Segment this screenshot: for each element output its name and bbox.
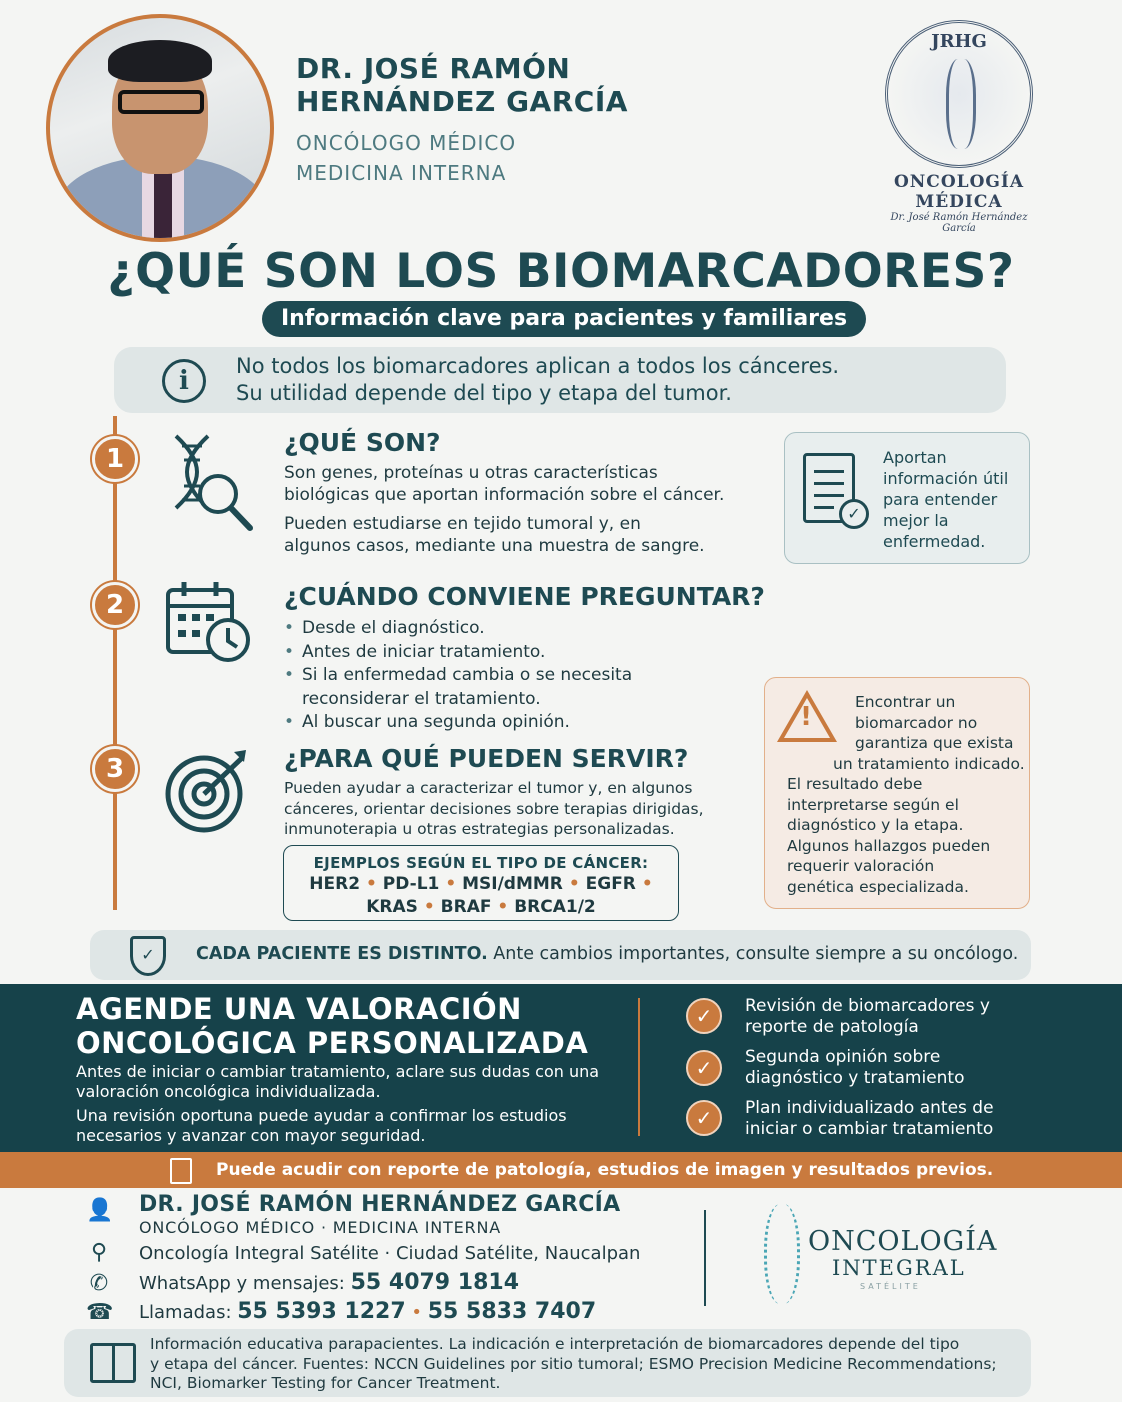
info-icon: i — [162, 359, 206, 403]
cta-heading: AGENDE UNA VALORACIÓN ONCOLÓGICA PERSONALIZADA — [76, 992, 589, 1060]
person-icon: 👤 — [86, 1198, 114, 1223]
subtitle-pill: Información clave para pacientes y familiares — [262, 301, 866, 337]
section-heading-what: ¿QUÉ SON? — [284, 428, 441, 457]
dna-magnifier-icon — [164, 432, 254, 532]
page-title: ¿QUÉ SON LOS BIOMARCADORES? — [107, 244, 1015, 299]
step-number-2: 2 — [92, 582, 138, 628]
documents-bar: Puede acudir con reporte de patología, estudios de imagen y resultados previos. — [0, 1152, 1122, 1188]
check-icon: ✓ — [686, 998, 722, 1034]
patient-notice-bar: ✓ CADA PACIENTE ES DISTINTO. Ante cambios importantes, consulte siempre a su oncólogo. — [90, 930, 1031, 980]
target-icon — [164, 748, 254, 848]
book-icon — [90, 1343, 136, 1383]
section-heading-why: ¿PARA QUÉ PUEDEN SERVIR? — [284, 744, 689, 773]
oncologia-medica-logo: JRHG ONCOLOGÍA MÉDICA Dr. José Ramón Hernández García — [878, 20, 1040, 234]
notice-box: i No todos los biomarcadores aplican a todos los cánceres. Su utilidad depende del tipo y etapa del tumor. — [114, 347, 1006, 413]
list-item: • Al buscar una segunda opinión. — [284, 711, 632, 735]
contact-phones[interactable]: Llamadas: 55 5393 1227 • 55 5833 7407 — [139, 1299, 597, 1324]
dna-icon — [764, 1204, 800, 1304]
contact-specialties: ONCÓLOGO MÉDICO · MEDICINA INTERNA — [139, 1218, 501, 1237]
contact-whatsapp[interactable]: WhatsApp y mensajes: 55 4079 1814 — [139, 1270, 520, 1295]
shield-check-icon: ✓ — [130, 936, 166, 976]
contact-name: DR. JOSÉ RAMÓN HERNÁNDEZ GARCÍA — [139, 1192, 621, 1217]
info-card: ✓ Aportan información útil para entender mejor la enfermedad. — [784, 432, 1030, 564]
section-text-what-2: Pueden estudiarse en tejido tumoral y, en algunos casos, mediante una muestra de sangre. — [284, 514, 705, 556]
when-bullet-list — [284, 617, 632, 735]
section-text-why: Pueden ayudar a caracterizar el tumor y, en algunos cánceres, orientar decisiones sobre terapias dirigidas, inmunoterapia u otras estrategias personalizadas. — [284, 779, 704, 838]
footer-disclaimer: Información educativa parapacientes. La indicación e interpretación de biomarcadores depende del tipo y etapa del cáncer. Fuentes: NCCN Guidelines por sitio tumoral; ESMO Precision Medicine Recommendations; NCI, Biomarker Testing for Cancer Treatment. — [64, 1329, 1031, 1397]
check-icon: ✓ — [686, 1100, 722, 1136]
contact-location: Oncología Integral Satélite · Ciudad Satélite, Naucalpan — [139, 1243, 641, 1264]
doctor-specialties: ONCÓLOGO MÉDICO MEDICINA INTERNA — [296, 131, 517, 185]
check-icon: ✓ — [686, 1050, 722, 1086]
calendar-clock-icon — [164, 578, 254, 678]
section-heading-when: ¿CUÁNDO CONVIENE PREGUNTAR? — [284, 582, 765, 611]
whatsapp-icon: ✆ — [89, 1271, 109, 1296]
step-number-1: 1 — [92, 436, 138, 482]
list-item: • Desde el diagnóstico. — [284, 617, 632, 641]
doctor-photo — [46, 14, 274, 242]
document-icon — [170, 1158, 192, 1184]
step-number-3: 3 — [92, 746, 138, 792]
warning-card: ! Encontrar un biomarcador no garantiza que exista un tratamiento indicado. El resultado debe interpretarse según el diagnóstico y la etapa. Algunos hallazgos pueden requerir valoración genética especializada. — [764, 677, 1030, 909]
doctor-name: DR. JOSÉ RAMÓN HERNÁNDEZ GARCÍA — [296, 52, 628, 118]
location-pin-icon: ⚲ — [90, 1240, 108, 1265]
timeline-line — [113, 416, 117, 910]
dna-icon — [946, 59, 976, 149]
list-item: • Si la enfermedad cambia o se necesita reconsiderar el tratamiento. — [284, 664, 632, 711]
divider — [704, 1210, 706, 1306]
phone-icon: ☎ — [86, 1300, 114, 1325]
oncologia-integral-logo: ONCOLOGÍA INTEGRAL SATÉLITE — [758, 1200, 1018, 1310]
list-item: • Antes de iniciar tratamiento. — [284, 641, 632, 665]
examples-box: EJEMPLOS SEGÚN EL TIPO DE CÁNCER: HER2 • PD-L1 • MSI/dMMR • EGFR • KRAS • BRAF • BRCA1/2 — [283, 845, 679, 921]
section-text-what-1: Son genes, proteínas u otras características biológicas que aportan información sobre el cáncer. — [284, 463, 725, 505]
cta-section: AGENDE UNA VALORACIÓN ONCOLÓGICA PERSONALIZADA Antes de iniciar o cambiar tratamiento, aclare sus dudas con una valoración oncológica individualizada. Una revisión oportuna puede ayudar a confirmar los estudios necesarios y avanzar con mayor seguridad. ✓ Revisión de biomarcadores y reporte de patología ✓ Segunda opinión sobre diagnóstico y tratamiento ✓ Plan individualizado antes de iniciar o cambiar tratamiento — [0, 984, 1122, 1152]
